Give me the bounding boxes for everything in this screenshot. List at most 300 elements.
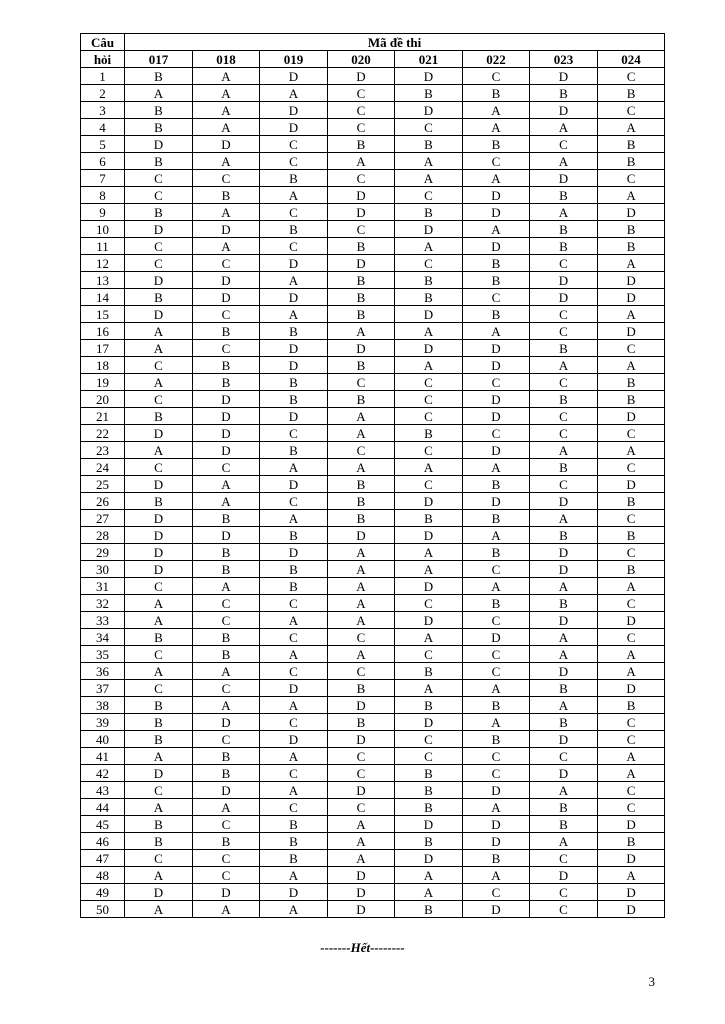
table-row	[81, 748, 665, 765]
answer-cell: C	[260, 629, 328, 646]
table-row	[81, 816, 665, 833]
table-row	[81, 170, 665, 187]
answer-cell: A	[598, 578, 665, 595]
code-header: 020	[328, 51, 395, 68]
answer-cell: D	[463, 238, 530, 255]
answer-cell: A	[530, 357, 598, 374]
answer-cell: C	[395, 748, 463, 765]
answer-cell: C	[193, 850, 260, 867]
answer-cell: B	[598, 374, 665, 391]
question-number-cell: 1	[81, 68, 125, 85]
answer-cell: A	[530, 697, 598, 714]
answer-cell: C	[328, 170, 395, 187]
answer-cell: A	[463, 714, 530, 731]
question-number-cell: 9	[81, 204, 125, 221]
answer-cell: D	[598, 408, 665, 425]
table-row	[81, 782, 665, 799]
answer-cell: B	[328, 476, 395, 493]
answer-cell: D	[530, 289, 598, 306]
answer-cell: C	[395, 408, 463, 425]
answer-cell: A	[260, 85, 328, 102]
answer-cell: B	[395, 204, 463, 221]
table-row	[81, 85, 665, 102]
answer-cell: D	[328, 204, 395, 221]
exam-code-header: Mã đề thi	[125, 34, 665, 51]
answer-cell: A	[463, 323, 530, 340]
answer-cell: C	[395, 374, 463, 391]
question-number-cell: 26	[81, 493, 125, 510]
answer-cell: A	[463, 578, 530, 595]
question-number-cell: 46	[81, 833, 125, 850]
answer-cell: A	[598, 357, 665, 374]
question-number-cell: 7	[81, 170, 125, 187]
code-header: 023	[530, 51, 598, 68]
answer-cell: D	[260, 289, 328, 306]
answer-cell: D	[125, 544, 193, 561]
answer-cell: A	[598, 255, 665, 272]
answer-cell: C	[193, 867, 260, 884]
answer-cell: A	[328, 459, 395, 476]
table-row	[81, 510, 665, 527]
answer-cell: D	[530, 663, 598, 680]
answer-cell: D	[328, 782, 395, 799]
table-row	[81, 833, 665, 850]
answer-cell: D	[260, 340, 328, 357]
answer-cell: C	[530, 748, 598, 765]
answer-cell: D	[328, 340, 395, 357]
question-number-cell: 11	[81, 238, 125, 255]
answer-cell: C	[125, 357, 193, 374]
answer-cell: A	[395, 544, 463, 561]
answer-cell: B	[463, 595, 530, 612]
question-number-cell: 42	[81, 765, 125, 782]
answer-cell: D	[598, 204, 665, 221]
answer-cell: B	[260, 816, 328, 833]
question-number-cell: 30	[81, 561, 125, 578]
table-row	[81, 442, 665, 459]
answer-cell: B	[260, 850, 328, 867]
answer-cell: B	[463, 272, 530, 289]
answer-cell: C	[328, 663, 395, 680]
answer-cell: D	[125, 136, 193, 153]
answer-cell: A	[598, 748, 665, 765]
table-row	[81, 629, 665, 646]
table-row	[81, 272, 665, 289]
question-number-cell: 25	[81, 476, 125, 493]
answer-cell: C	[530, 850, 598, 867]
answer-cell: C	[463, 153, 530, 170]
answer-cell: A	[260, 306, 328, 323]
answer-key-table	[80, 33, 665, 918]
table-row	[81, 323, 665, 340]
answer-cell: B	[193, 374, 260, 391]
answer-cell: B	[125, 408, 193, 425]
answer-cell: C	[395, 646, 463, 663]
answer-cell: B	[395, 765, 463, 782]
answer-cell: A	[328, 646, 395, 663]
answer-cell: C	[125, 646, 193, 663]
answer-cell: B	[598, 527, 665, 544]
question-number-cell: 8	[81, 187, 125, 204]
answer-cell: D	[125, 306, 193, 323]
question-number-cell: 49	[81, 884, 125, 901]
answer-cell: B	[598, 493, 665, 510]
answer-cell: B	[598, 221, 665, 238]
answer-cell: A	[598, 646, 665, 663]
answer-cell: D	[260, 884, 328, 901]
answer-cell: C	[598, 102, 665, 119]
question-number-cell: 37	[81, 680, 125, 697]
table-row	[81, 238, 665, 255]
answer-cell: D	[125, 765, 193, 782]
answer-cell: C	[598, 68, 665, 85]
answer-cell: A	[463, 867, 530, 884]
table-row	[81, 476, 665, 493]
answer-cell: C	[193, 816, 260, 833]
answer-cell: D	[193, 714, 260, 731]
answer-cell: C	[193, 306, 260, 323]
question-number-cell: 16	[81, 323, 125, 340]
answer-cell: B	[260, 170, 328, 187]
answer-cell: D	[125, 425, 193, 442]
answer-cell: A	[260, 646, 328, 663]
answer-cell: C	[530, 408, 598, 425]
answer-cell: C	[260, 493, 328, 510]
answer-cell: C	[598, 340, 665, 357]
question-number-cell: 22	[81, 425, 125, 442]
answer-cell: B	[328, 493, 395, 510]
answer-cell: D	[193, 391, 260, 408]
answer-cell: B	[530, 238, 598, 255]
answer-cell: B	[125, 731, 193, 748]
answer-cell: C	[395, 442, 463, 459]
answer-cell: B	[125, 102, 193, 119]
answer-cell: A	[463, 119, 530, 136]
answer-cell: A	[193, 102, 260, 119]
answer-cell: B	[395, 901, 463, 918]
question-number-cell: 33	[81, 612, 125, 629]
answer-cell: D	[530, 867, 598, 884]
answer-cell: A	[125, 323, 193, 340]
question-number-cell: 12	[81, 255, 125, 272]
table-row	[81, 850, 665, 867]
table-row	[81, 544, 665, 561]
answer-cell: D	[260, 357, 328, 374]
answer-cell: D	[598, 816, 665, 833]
answer-cell: A	[395, 357, 463, 374]
answer-cell: A	[328, 408, 395, 425]
answer-cell: C	[530, 374, 598, 391]
table-row	[81, 425, 665, 442]
answer-cell: D	[260, 731, 328, 748]
answer-cell: D	[598, 850, 665, 867]
answer-cell: D	[530, 170, 598, 187]
answer-cell: B	[395, 289, 463, 306]
answer-cell: C	[463, 561, 530, 578]
answer-cell: D	[395, 816, 463, 833]
answer-cell: B	[328, 357, 395, 374]
answer-cell: B	[125, 68, 193, 85]
answer-cell: A	[125, 442, 193, 459]
answer-cell: A	[260, 459, 328, 476]
answer-cell: C	[328, 102, 395, 119]
answer-cell: D	[530, 272, 598, 289]
answer-cell: B	[260, 391, 328, 408]
answer-cell: D	[598, 476, 665, 493]
answer-cell: D	[463, 493, 530, 510]
answer-cell: C	[598, 510, 665, 527]
answer-cell: B	[598, 136, 665, 153]
answer-cell: B	[463, 476, 530, 493]
answer-cell: A	[328, 153, 395, 170]
answer-cell: B	[598, 391, 665, 408]
answer-cell: A	[328, 833, 395, 850]
answer-cell: A	[530, 204, 598, 221]
answer-cell: C	[598, 170, 665, 187]
answer-cell: D	[395, 527, 463, 544]
answer-cell: C	[193, 680, 260, 697]
answer-cell: A	[598, 867, 665, 884]
answer-cell: B	[530, 595, 598, 612]
answer-cell: A	[530, 646, 598, 663]
answer-cell: B	[125, 493, 193, 510]
table-row	[81, 527, 665, 544]
answer-cell: A	[598, 306, 665, 323]
answer-cell: A	[125, 595, 193, 612]
code-header: 022	[463, 51, 530, 68]
answer-cell: A	[463, 527, 530, 544]
answer-cell: B	[260, 561, 328, 578]
answer-cell: D	[530, 102, 598, 119]
table-row	[81, 102, 665, 119]
answer-cell: A	[530, 782, 598, 799]
answer-cell: B	[125, 289, 193, 306]
answer-cell: D	[395, 102, 463, 119]
table-row	[81, 68, 665, 85]
answer-cell: A	[598, 119, 665, 136]
answer-cell: B	[530, 527, 598, 544]
table-row	[81, 357, 665, 374]
answer-cell: C	[598, 799, 665, 816]
answer-cell: D	[530, 493, 598, 510]
answer-cell: B	[193, 544, 260, 561]
answer-cell: C	[260, 204, 328, 221]
answer-cell: A	[328, 612, 395, 629]
answer-cell: A	[260, 867, 328, 884]
answer-cell: A	[193, 238, 260, 255]
answer-cell: C	[260, 595, 328, 612]
answer-cell: C	[328, 629, 395, 646]
answer-cell: A	[530, 578, 598, 595]
answer-cell: A	[328, 595, 395, 612]
answer-cell: C	[193, 255, 260, 272]
answer-cell: B	[530, 85, 598, 102]
answer-cell: C	[125, 391, 193, 408]
answer-cell: C	[125, 238, 193, 255]
question-number-cell: 14	[81, 289, 125, 306]
code-header: 021	[395, 51, 463, 68]
answer-cell: B	[193, 629, 260, 646]
answer-cell: B	[125, 629, 193, 646]
answer-cell: D	[328, 901, 395, 918]
answer-cell: B	[328, 272, 395, 289]
answer-cell: A	[260, 782, 328, 799]
answer-cell: A	[125, 799, 193, 816]
answer-cell: C	[193, 731, 260, 748]
answer-cell: A	[125, 748, 193, 765]
answer-cell: D	[395, 306, 463, 323]
answer-cell: A	[193, 663, 260, 680]
answer-cell: A	[193, 119, 260, 136]
answer-cell: C	[598, 595, 665, 612]
answer-cell: C	[125, 782, 193, 799]
answer-cell: A	[193, 697, 260, 714]
answer-cell: A	[328, 578, 395, 595]
answer-cell: B	[530, 391, 598, 408]
answer-cell: C	[598, 425, 665, 442]
answer-cell: D	[328, 527, 395, 544]
answer-cell: C	[328, 442, 395, 459]
answer-cell: A	[193, 153, 260, 170]
answer-cell: B	[463, 850, 530, 867]
table-row	[81, 731, 665, 748]
answer-cell: C	[193, 612, 260, 629]
answer-cell: B	[260, 221, 328, 238]
table-row	[81, 289, 665, 306]
table-row	[81, 765, 665, 782]
answer-cell: D	[395, 714, 463, 731]
question-number-cell: 29	[81, 544, 125, 561]
answer-cell: C	[395, 119, 463, 136]
answer-cell: A	[260, 510, 328, 527]
answer-cell: A	[125, 340, 193, 357]
table-row	[81, 697, 665, 714]
answer-cell: D	[395, 221, 463, 238]
answer-cell: B	[598, 85, 665, 102]
table-row	[81, 408, 665, 425]
table-row	[81, 663, 665, 680]
answer-cell: C	[395, 255, 463, 272]
answer-cell: D	[463, 629, 530, 646]
answer-cell: C	[125, 187, 193, 204]
answer-cell: A	[193, 901, 260, 918]
answer-cell: C	[530, 136, 598, 153]
question-header-cell: Câu	[81, 34, 125, 51]
answer-cell: B	[530, 799, 598, 816]
answer-cell: D	[598, 901, 665, 918]
answer-cell: D	[260, 102, 328, 119]
answer-cell: C	[125, 459, 193, 476]
table-row	[81, 680, 665, 697]
answer-cell: D	[463, 340, 530, 357]
answer-cell: D	[328, 187, 395, 204]
answer-cell: D	[530, 544, 598, 561]
table-row	[81, 459, 665, 476]
table-row	[81, 221, 665, 238]
answer-cell: A	[260, 748, 328, 765]
answer-cell: C	[260, 799, 328, 816]
answer-cell: A	[530, 833, 598, 850]
answer-cell: C	[125, 680, 193, 697]
table-header-row-1	[81, 34, 665, 51]
answer-cell: B	[125, 816, 193, 833]
answer-cell: C	[328, 765, 395, 782]
answer-cell: C	[463, 663, 530, 680]
answer-cell: B	[260, 323, 328, 340]
answer-cell: D	[598, 680, 665, 697]
question-number-cell: 34	[81, 629, 125, 646]
answer-cell: A	[328, 561, 395, 578]
answer-cell: A	[463, 799, 530, 816]
answer-cell: A	[193, 204, 260, 221]
answer-cell: C	[598, 459, 665, 476]
question-number-cell: 48	[81, 867, 125, 884]
question-number-cell: 43	[81, 782, 125, 799]
answer-cell: D	[395, 340, 463, 357]
question-number-cell: 50	[81, 901, 125, 918]
question-number-cell: 45	[81, 816, 125, 833]
answer-cell: D	[193, 425, 260, 442]
answer-cell: A	[395, 884, 463, 901]
table-row	[81, 119, 665, 136]
answer-cell: B	[328, 306, 395, 323]
answer-cell: A	[598, 663, 665, 680]
table-row	[81, 714, 665, 731]
answer-cell: D	[598, 323, 665, 340]
table-row	[81, 901, 665, 918]
answer-cell: C	[125, 850, 193, 867]
answer-cell: A	[395, 680, 463, 697]
table-header-row-2	[81, 51, 665, 68]
answer-cell: B	[260, 527, 328, 544]
answer-cell: B	[328, 714, 395, 731]
answer-cell: D	[530, 561, 598, 578]
answer-cell: A	[328, 544, 395, 561]
answer-cell: A	[193, 799, 260, 816]
answer-cell: C	[395, 391, 463, 408]
question-number-cell: 35	[81, 646, 125, 663]
end-marker: -------Hết--------	[320, 940, 405, 955]
answer-cell: D	[530, 765, 598, 782]
answer-cell: C	[530, 425, 598, 442]
answer-cell: D	[463, 833, 530, 850]
answer-cell: B	[530, 680, 598, 697]
answer-cell: D	[260, 68, 328, 85]
answer-cell: A	[395, 170, 463, 187]
answer-cell: D	[395, 68, 463, 85]
answer-cell: C	[193, 595, 260, 612]
answer-cell: C	[530, 323, 598, 340]
answer-cell: B	[463, 544, 530, 561]
answer-cell: D	[193, 408, 260, 425]
question-number-cell: 28	[81, 527, 125, 544]
answer-cell: A	[260, 187, 328, 204]
answer-cell: B	[395, 799, 463, 816]
answer-cell: B	[463, 697, 530, 714]
answer-cell: C	[463, 646, 530, 663]
answer-cell: D	[395, 612, 463, 629]
answer-cell: A	[193, 493, 260, 510]
answer-cell: D	[125, 561, 193, 578]
answer-cell: B	[395, 782, 463, 799]
answer-cell: D	[530, 68, 598, 85]
answer-cell: A	[530, 442, 598, 459]
answer-cell: A	[530, 153, 598, 170]
answer-cell: B	[193, 510, 260, 527]
answer-cell: A	[193, 476, 260, 493]
answer-cell: A	[193, 85, 260, 102]
answer-cell: C	[193, 340, 260, 357]
